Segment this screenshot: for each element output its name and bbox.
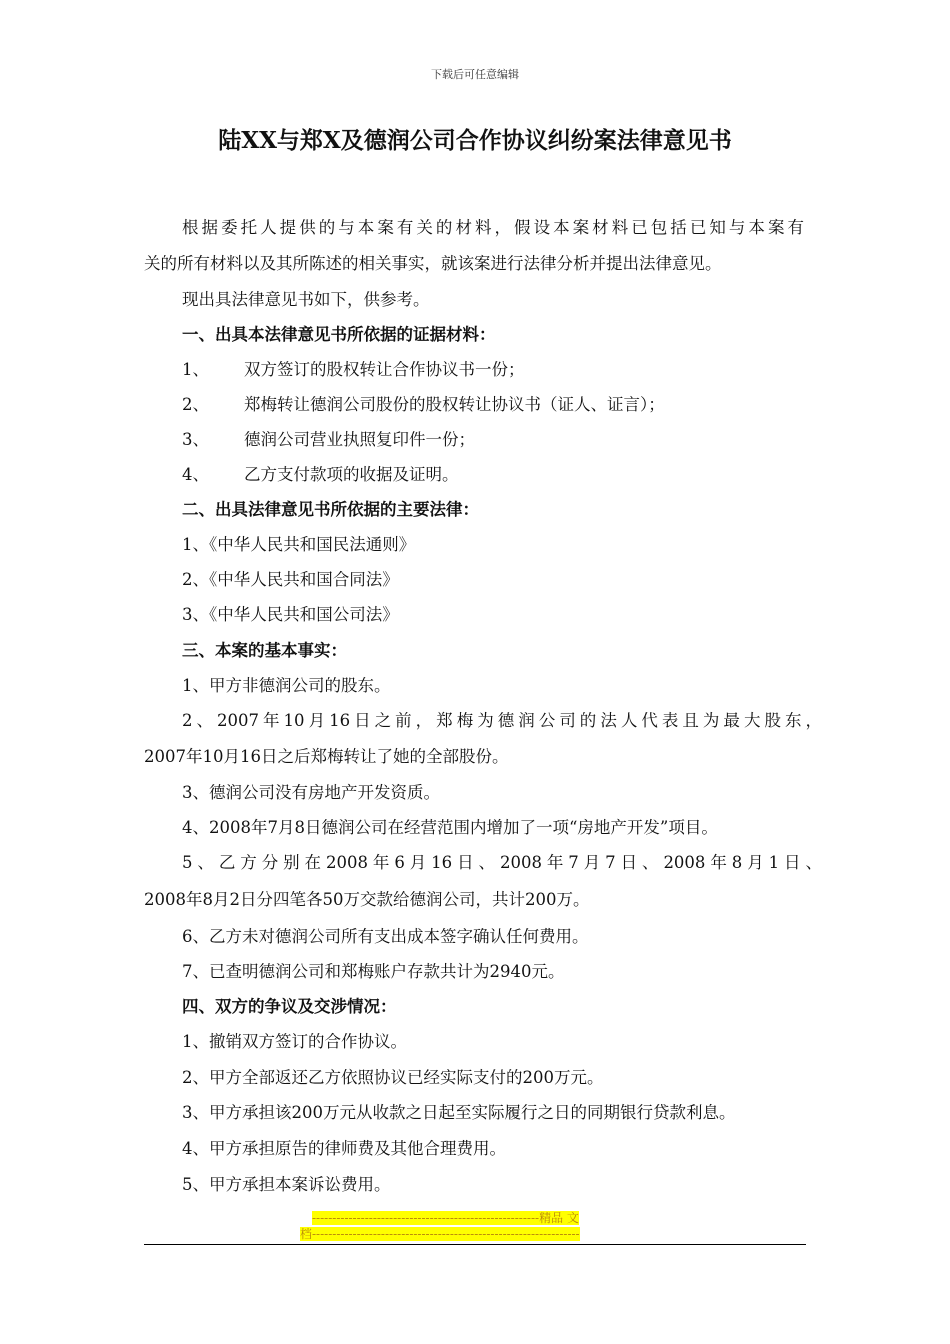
section3-heading: 三、本案的基本事实： (182, 641, 347, 660)
section1-item-2-num: 2、 (182, 395, 209, 414)
footer-line-1: --------------------------------------------------------精品 文 (312, 1211, 579, 1225)
section3-item-2-line-2: 2007年10月16日之后郑梅转让了她的全部股份。 (144, 747, 509, 766)
section2-item-1: 1、《中华人民共和国民法通则》 (182, 535, 416, 554)
footer-rule (144, 1244, 806, 1245)
section2-heading: 二、出具法律意见书所依据的主要法律： (182, 500, 479, 519)
section3-item-5-line-1: 5、乙方分别在2008年6月16日、2008年7月7日、2008年8月1日、 (182, 853, 822, 872)
section1-item-4-num: 4、 (182, 465, 209, 484)
section1-item-3 (182, 428, 862, 452)
section1-item-4-text: 乙方支付款项的收据及证明。 (244, 465, 459, 484)
section1-heading: 一、出具本法律意见书所依据的证据材料： (182, 325, 496, 344)
section1-item-1 (182, 358, 862, 382)
document-title: 陆XX与郑X及德润公司合作协议纠纷案法律意见书 (218, 127, 732, 154)
section1-item-2-text: 郑梅转让德润公司股份的股权转让协议书（证人、证言）； (244, 395, 665, 414)
section4-item-3: 3、甲方承担该200万元从收款之日起至实际履行之日的同期银行贷款利息。 (182, 1103, 736, 1122)
section1-item-3-text: 德润公司营业执照复印件一份； (244, 430, 475, 449)
intro-line-2: 关的所有材料以及其所陈述的相关事实，就该案进行法律分析并提出法律意见。 (144, 254, 722, 273)
footer-watermark (300, 1210, 650, 1242)
section4-item-5: 5、甲方承担本案诉讼费用。 (182, 1175, 391, 1194)
section1-item-4 (182, 463, 862, 487)
section1-item-2 (182, 393, 862, 417)
section1-item-1-num: 1、 (182, 360, 209, 379)
section3-item-1: 1、甲方非德润公司的股东。 (182, 676, 391, 695)
intro-line-3: 现出具法律意见书如下，供参考。 (182, 290, 430, 309)
footer-line-2: 档------------------------------------------------------------------ (300, 1227, 580, 1241)
section4-heading: 四、双方的争议及交涉情况： (182, 997, 397, 1016)
section3-item-4: 4、2008年7月8日德润公司在经营范围内增加了一项“房地产开发”项目。 (182, 818, 718, 837)
section2-item-2: 2、《中华人民共和国合同法》 (182, 570, 399, 589)
section4-item-2: 2、甲方全部返还乙方依照协议已经实际支付的200万元。 (182, 1068, 604, 1087)
section3-item-2-line-1: 2、2007年10月16日之前，郑梅为德润公司的法人代表且为最大股东， (182, 711, 822, 730)
section4-item-4: 4、甲方承担原告的律师费及其他合理费用。 (182, 1139, 506, 1158)
section4-item-1: 1、撤销双方签订的合作协议。 (182, 1032, 407, 1051)
section3-item-7: 7、已查明德润公司和郑梅账户存款共计为2940元。 (182, 962, 565, 981)
section3-item-6: 6、乙方未对德润公司所有支出成本签字确认任何费用。 (182, 927, 589, 946)
section2-item-3: 3、《中华人民共和国公司法》 (182, 605, 399, 624)
intro-line-1: 根据委托人提供的与本案有关的材料，假设本案材料已包括已知与本案有 (182, 218, 804, 237)
section1-item-1-text: 双方签订的股权转让合作协议书一份； (244, 360, 525, 379)
section3-item-3: 3、德润公司没有房地产开发资质。 (182, 783, 440, 802)
section3-item-5-line-2: 2008年8月2日分四笔各50万交款给德润公司，共计200万。 (144, 890, 590, 909)
section1-item-3-num: 3、 (182, 430, 209, 449)
page-header: 下载后可任意编辑 (431, 68, 519, 81)
